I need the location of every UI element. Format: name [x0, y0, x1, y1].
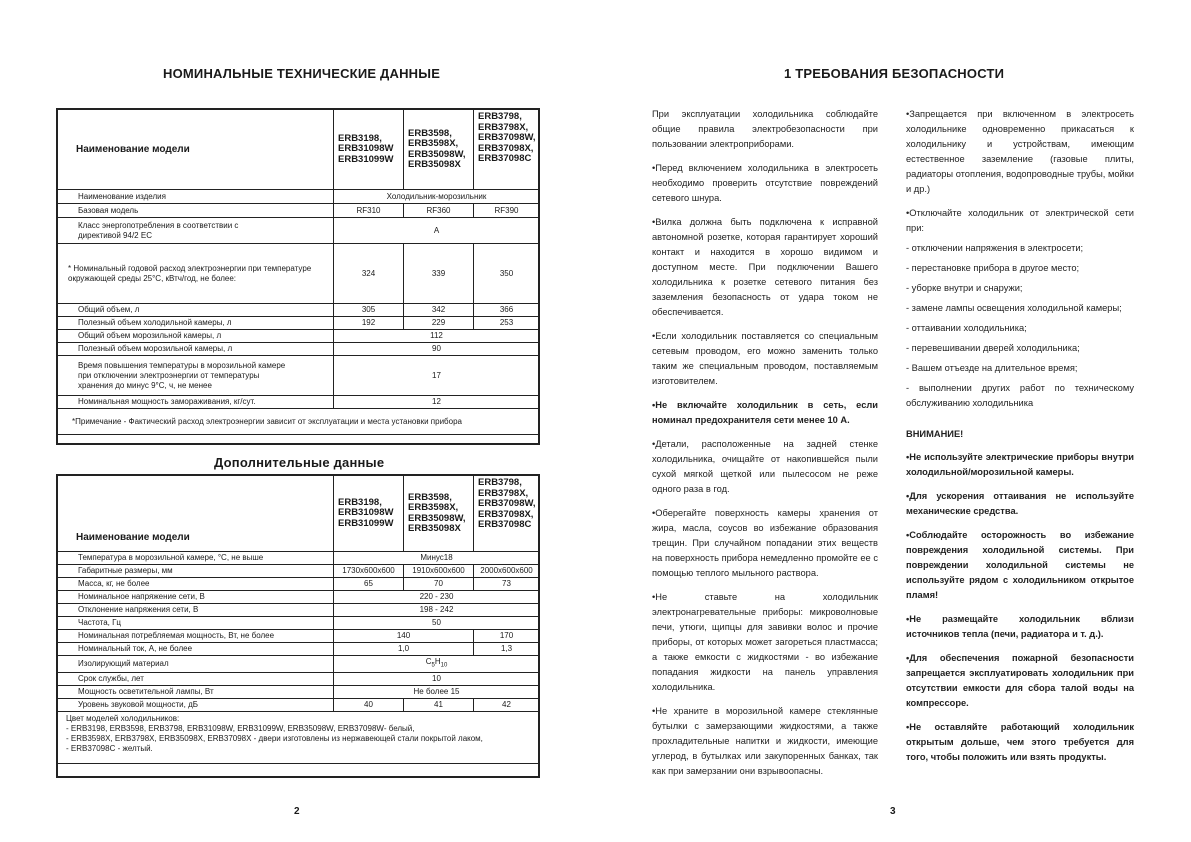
list-item: - уборке внутри и снаружи;	[906, 283, 1023, 293]
model-col-2: ERB3598, ERB3598X, ERB35098W, ERB35098X	[404, 476, 474, 552]
row-value: 140	[334, 630, 474, 643]
row-label: Базовая модель	[58, 204, 334, 218]
paragraph: •Не ставьте на холодильник электронагревательные приборы: микроволновые печи, утюги, щипцы для завивки волос и прочие приборы, от которых может загореться пластмасса; а также емкости с жидкостями - во избежание попадания жидкости на панель управления холодильника.	[652, 592, 878, 692]
row-value: 324	[334, 244, 404, 304]
row-value: 198 - 242	[334, 604, 540, 617]
spec-table-2	[57, 475, 540, 764]
list-item: - замене лампы освещения холодильной камеры;	[906, 303, 1122, 313]
row-label: * Номинальный годовой расход электроэнергии при температуре окружающей среды 25°С, кВтч/год, не более:	[58, 244, 334, 304]
list-item: - перестановке прибора в другое место;	[906, 263, 1080, 273]
row-value: 2000x600x600	[474, 565, 540, 578]
row-value: 220 - 230	[334, 591, 540, 604]
table-footnote: *Примечание - Фактический расход электроэнергии зависит от эксплуатации и места установки прибора	[58, 409, 540, 435]
row-label: Уровень звуковой мощности, дБ	[58, 698, 334, 711]
warning-item: •Соблюдайте осторожность во избежание повреждения холодильной системы. При повреждении холодильной системы не используйте рядом с холодильником открытое пламя!	[906, 530, 1134, 600]
row-value: 17	[334, 356, 540, 396]
paragraph: •Перед включением холодильника в электросеть необходимо проверить отсутствие повреждений сетевого шнура.	[652, 163, 878, 203]
row-value: 1730x600x600	[334, 565, 404, 578]
row-value: 90	[334, 343, 540, 356]
color-notes	[58, 711, 540, 763]
note-line: - ERB3198, ERB3598, ERB3798, ERB31098W, ERB31099W, ERB35098W, ERB37098W- белый,	[66, 723, 415, 733]
paragraph-bold: •Не включайте холодильник в сеть, если номинал предохранителя сети менее 10 А.	[652, 400, 878, 425]
row-label: Полезный объем холодильной камеры, л	[58, 317, 334, 330]
row-label: Номинальное напряжение сети, В	[58, 591, 334, 604]
row-value: 253	[474, 317, 540, 330]
paragraph: •Не храните в морозильной камере стеклянные бутылки с замерзающими жидкостями, а также прохладительные напитки и жидкости, имеющие углерод, в бутылках или закупоренных банках, так как при замерзании они взрывоопасны.	[652, 706, 878, 776]
model-col-3: ERB3798, ERB3798X, ERB37098W, ERB37098X, ERB37098C	[474, 110, 540, 190]
row-value: 1,3	[474, 643, 540, 656]
row-value: 366	[474, 304, 540, 317]
warning-item: •Для обеспечения пожарной безопасности запрещается эксплуатировать холодильник при отсутствии емкости для сбора талой воды на компрессоре.	[906, 653, 1134, 708]
row-label: Полезный объем морозильной камеры, л	[58, 343, 334, 356]
row-value: RF390	[474, 204, 540, 218]
list-item: - оттаивании холодильника;	[906, 323, 1027, 333]
row-value: 229	[404, 317, 474, 330]
row-label: Отклонение напряжения сети, В	[58, 604, 334, 617]
paragraph: •Оберегайте поверхность камеры хранения от жира, масла, соусов во избежание образования трещин. При случайном попадании этих веществ на поверхность прибора немедленно промойте ее с помощью теплого мыльного раствора.	[652, 508, 878, 578]
row-value: 1910x600x600	[404, 565, 474, 578]
list-item: - перевешивании дверей холодильника;	[906, 343, 1080, 353]
row-label: Номинальная потребляемая мощность, Вт, не более	[58, 630, 334, 643]
model-col-3: ERB3798, ERB3798X, ERB37098W, ERB37098X, ERB37098C	[474, 476, 540, 552]
row-value: RF310	[334, 204, 404, 218]
row-label: Габаритные размеры, мм	[58, 565, 334, 578]
model-col-1: ERB3198, ERB31098W ERB31099W	[334, 476, 404, 552]
paragraph: При эксплуатации холодильника соблюдайте общие правила электробезопасности при пользовании электроприборами.	[652, 109, 878, 149]
model-header-label: Наименование модели	[58, 110, 334, 190]
row-value: 342	[404, 304, 474, 317]
row-label: Класс энергопотребления в соответствии с директивой 94/2 ЕС	[58, 218, 334, 244]
row-label: Масса, кг, не более	[58, 578, 334, 591]
row-label: Температура в морозильной камере, °С, не выше	[58, 552, 334, 565]
row-label: Номинальный ток, А, не более	[58, 643, 334, 656]
model-header-label: Наименование модели	[58, 476, 334, 552]
note-line: Цвет моделей холодильников:	[66, 713, 180, 723]
row-label: Номинальная мощность замораживания, кг/сут.	[58, 396, 334, 409]
row-label: Срок службы, лет	[58, 672, 334, 685]
row-value: 70	[404, 578, 474, 591]
row-label: Мощность осветительной лампы, Вт	[58, 685, 334, 698]
note-line: - ERB3598X, ERB3798X, ERB35098X, ERB37098X - двери изготовлены из нержавеющей стали покрытой лаком,	[66, 733, 483, 743]
row-value: 112	[334, 330, 540, 343]
row-label: Общий объем морозильной камеры, л	[58, 330, 334, 343]
note-line: - ERB37098C - желтый.	[66, 743, 153, 753]
row-value: 42	[474, 698, 540, 711]
list-item: - Вашем отъезде на длительное время;	[906, 363, 1078, 373]
warning-item: •Не используйте электрические приборы внутри холодильной/морозильной камеры.	[906, 452, 1134, 477]
paragraph: •Отключайте холодильник от электрической сети при:	[906, 208, 1134, 233]
row-label: Частота, Гц	[58, 617, 334, 630]
row-value: Не более 15	[334, 685, 540, 698]
right-page-title: 1 ТРЕБОВАНИЯ БЕЗОПАСНОСТИ	[784, 66, 1005, 81]
additional-data-title: Дополнительные данные	[214, 455, 385, 470]
warning-item: •Не оставляйте работающий холодильник открытым дольше, чем этого требуется для того, чтобы положить или взять продукты.	[906, 722, 1134, 762]
model-col-2: ERB3598, ERB3598X, ERB35098W, ERB35098X	[404, 110, 474, 190]
paragraph: •Запрещается при включенном в электросеть холодильнике одновременно прикасаться к холодильнику и устройствам, имеющим естественное заземление (газовые плиты, радиаторы отопления, водопроводные трубы, мойки и др.)	[906, 109, 1134, 194]
row-value: 12	[334, 396, 540, 409]
list-item: - отключении напряжения в электросети;	[906, 243, 1084, 253]
row-label: Общий объем, л	[58, 304, 334, 317]
safety-column-1	[652, 107, 878, 788]
row-value: 305	[334, 304, 404, 317]
left-page-title: НОМИНАЛЬНЫЕ ТЕХНИЧЕСКИЕ ДАННЫЕ	[163, 66, 441, 81]
row-value: 350	[474, 244, 540, 304]
row-label: Время повышения температуры в морозильной камере при отключении электроэнергии от температуры хранения до минус 9°С, ч, не менее	[58, 356, 334, 396]
row-value: 41	[404, 698, 474, 711]
row-value: 40	[334, 698, 404, 711]
list-item: - выполнении других работ по техническому обслуживанию холодильника	[906, 383, 1134, 408]
row-value: Холодильник-морозильник	[334, 190, 540, 204]
attention-heading: ВНИМАНИЕ!	[906, 429, 964, 439]
paragraph: •Если холодильник поставляется со специальным сетевым проводом, его можно заменить только таким же специальным проводом, поставляемым изготовителем.	[652, 331, 878, 386]
page-number-left: 2	[294, 806, 300, 817]
row-label: Изолирующий материал	[58, 656, 334, 673]
spec-table-1	[57, 109, 540, 435]
safety-column-2	[906, 107, 1134, 774]
paragraph: •Вилка должна быть подключена к исправной автономной розетке, которая гарантирует хороший контакт и находится в хорошо видимом и доступном месте. При подключении Вашего холодильника к розетке сетевого питания без заземления безопасность от удара током не обеспечивается.	[652, 217, 878, 317]
row-value: 50	[334, 617, 540, 630]
model-col-1: ERB3198, ERB31098W ERB31099W	[334, 110, 404, 190]
row-value: 73	[474, 578, 540, 591]
row-value: 339	[404, 244, 474, 304]
row-value: 192	[334, 317, 404, 330]
row-value: RF360	[404, 204, 474, 218]
page-number-right: 3	[890, 806, 896, 817]
row-value: А	[334, 218, 540, 244]
row-value: 10	[334, 672, 540, 685]
warning-item: •Не размещайте холодильник вблизи источников тепла (печи, радиатора и т. д.).	[906, 614, 1134, 639]
row-label: Наименование изделия	[58, 190, 334, 204]
row-value: 170	[474, 630, 540, 643]
warning-item: •Для ускорения оттаивания не используйте механические средства.	[906, 491, 1134, 516]
row-value: 1,0	[334, 643, 474, 656]
insulation-formula: $C_5H_{10}$	[334, 656, 540, 673]
row-value: Минус18	[334, 552, 540, 565]
row-value: 65	[334, 578, 404, 591]
paragraph: •Детали, расположенные на задней стенке холодильника, очищайте от накопившейся пыли сухой мягкой щеткой или пылесосом не реже одного раза в год.	[652, 439, 878, 494]
